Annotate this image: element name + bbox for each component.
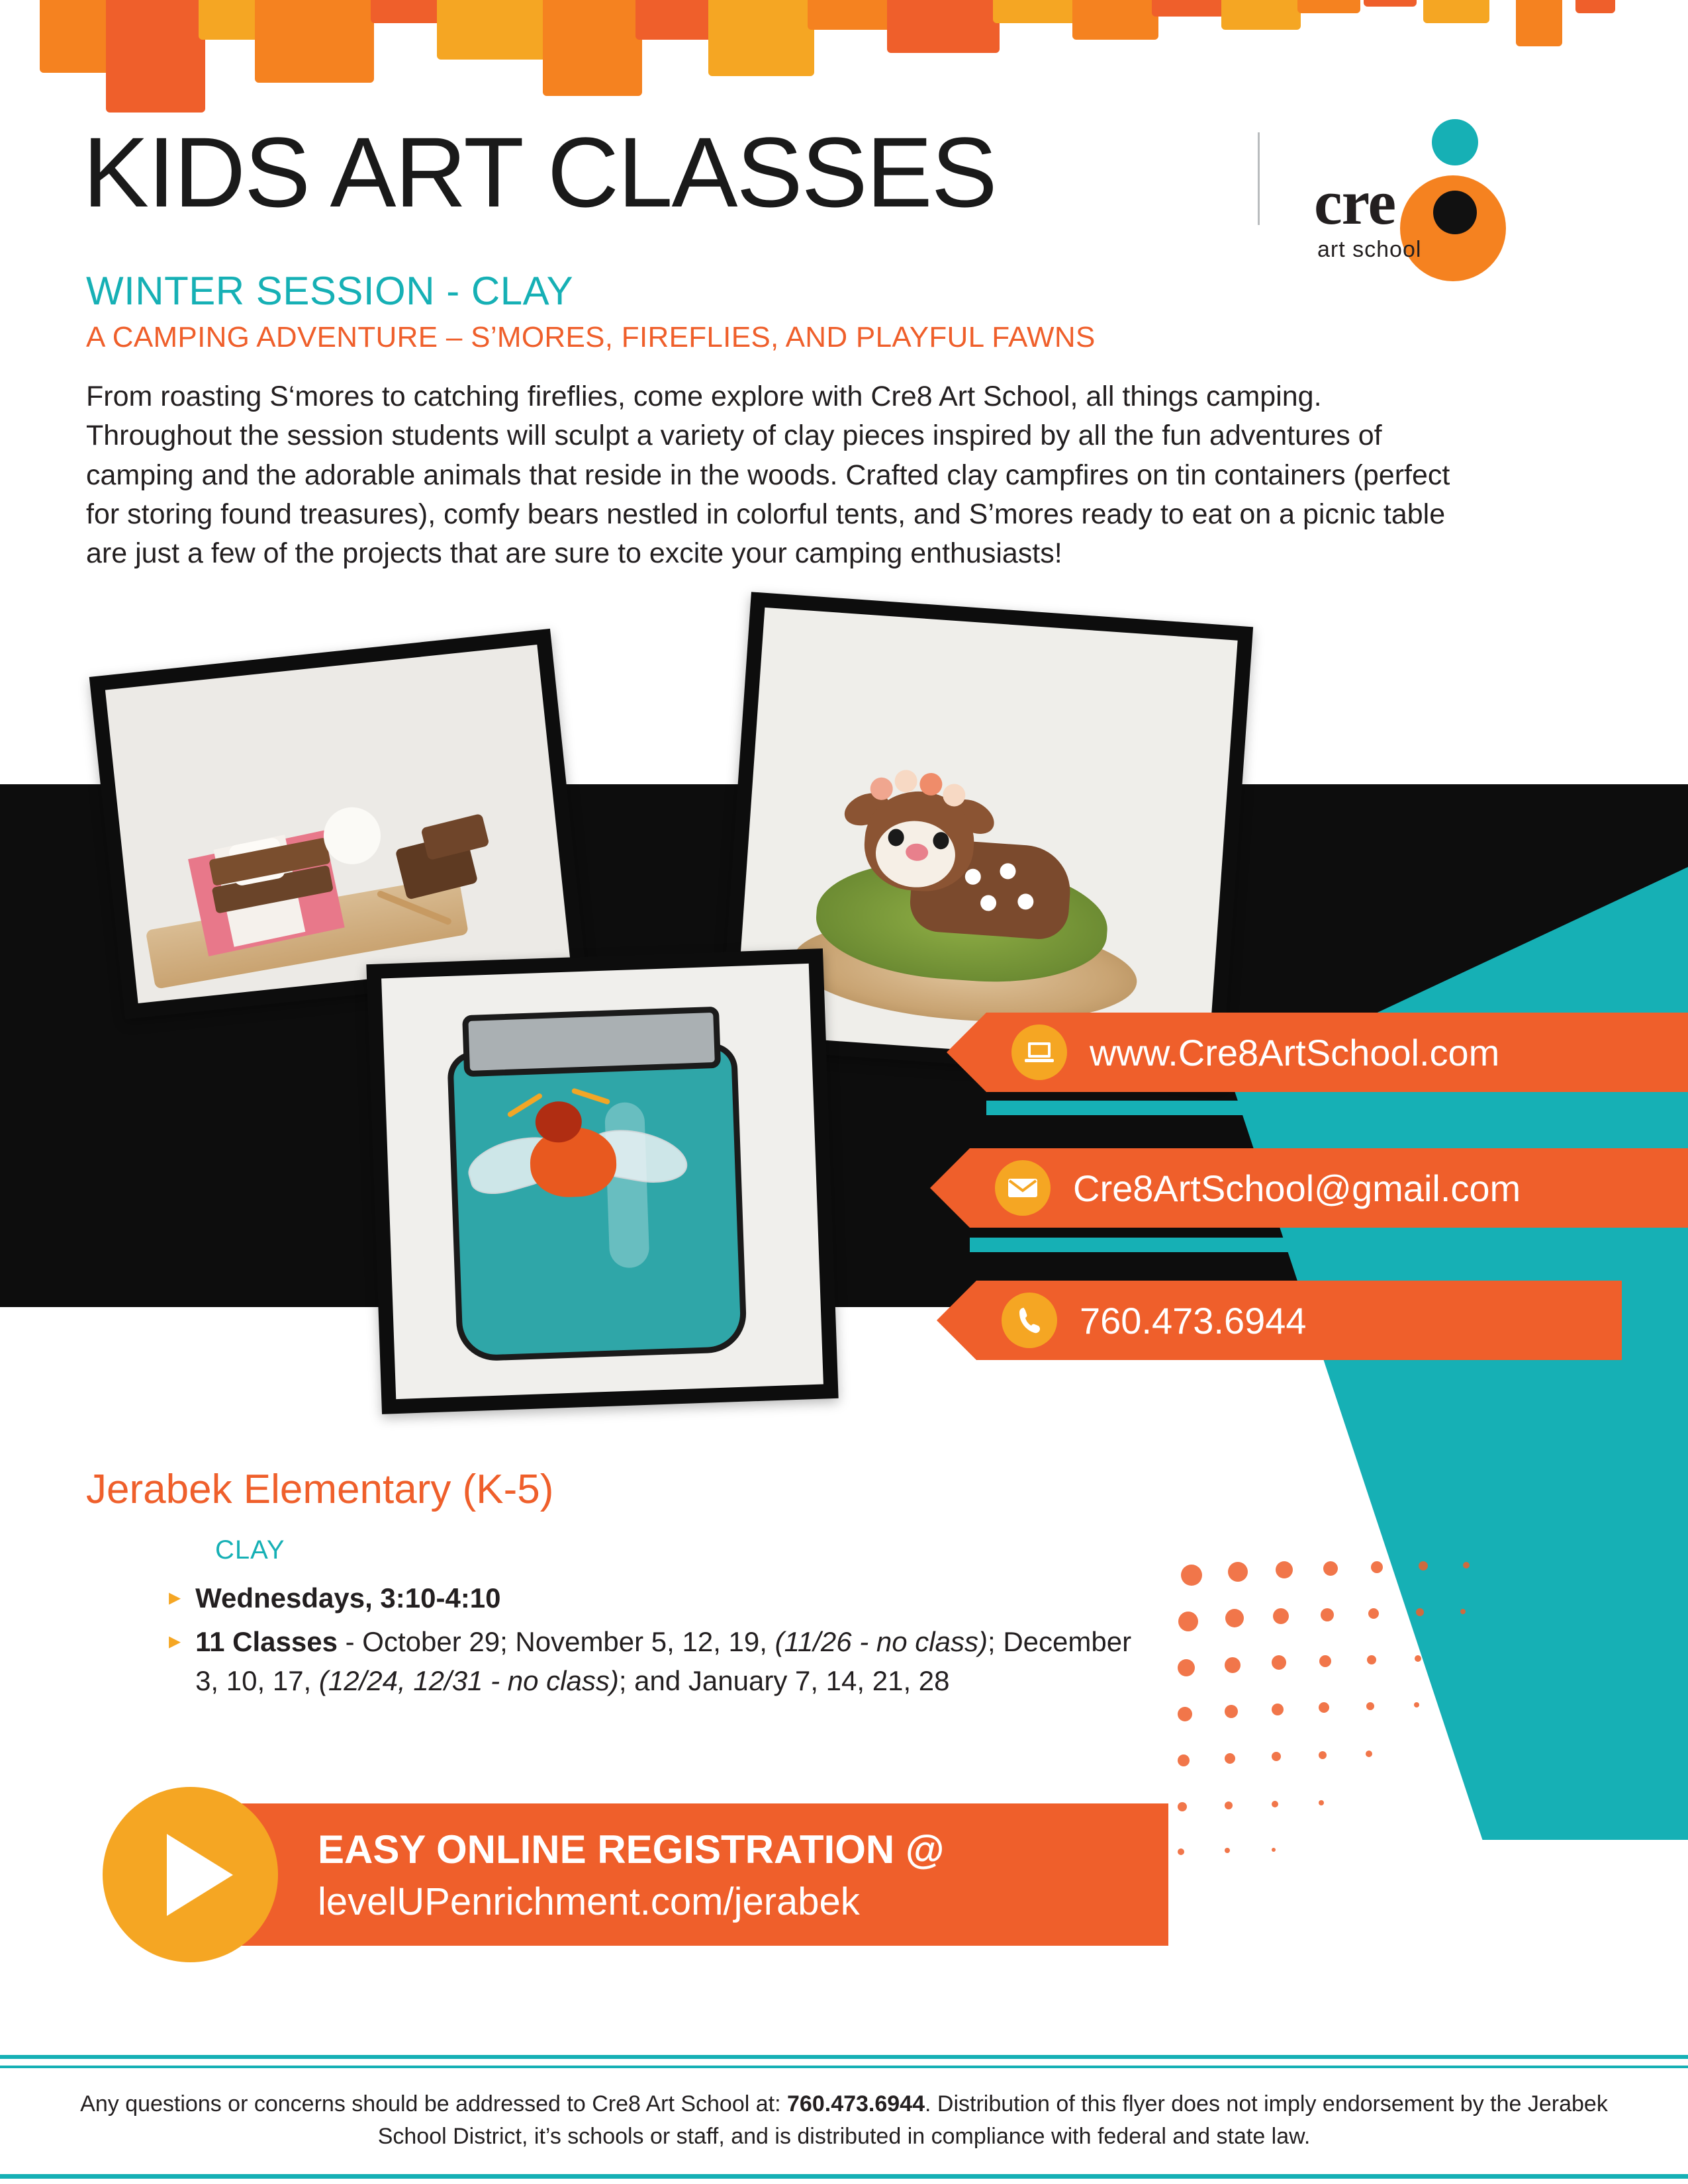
envelope-icon	[995, 1160, 1051, 1216]
splatter-drip	[708, 0, 814, 76]
cre8-art-school-logo	[1314, 113, 1486, 265]
phone-ribbon[interactable]	[976, 1281, 1622, 1360]
firefly-jar-photo	[366, 948, 838, 1414]
school-name: Jerabek Elementary (K-5)	[86, 1467, 554, 1512]
splatter-drip	[1364, 0, 1417, 7]
splatter-drip	[1575, 0, 1615, 13]
dates-part-3: ; and January 7, 14, 21, 28	[618, 1665, 950, 1697]
splatter-drip	[1423, 0, 1489, 23]
footer-divider-second	[0, 2066, 1688, 2068]
page-title: KIDS ART CLASSES	[83, 116, 996, 228]
header-divider	[1258, 132, 1260, 225]
splatter-drip	[1516, 0, 1562, 46]
schedule-dates-text	[195, 1622, 1162, 1701]
splatter-drip	[887, 0, 1000, 53]
footer-text-part1: Any questions or concerns should be addressed to Cre8 Art School at:	[80, 2091, 788, 2116]
dates-part-1: - October 29; November 5, 12, 19,	[337, 1625, 775, 1657]
schedule-row-dates	[169, 1622, 1162, 1701]
footer-phone: 760.473.6944	[787, 2091, 925, 2116]
dates-part-2: ; December 3, 10, 17,	[195, 1625, 1132, 1697]
laptop-icon	[1011, 1024, 1067, 1080]
logo-subtext: art school	[1317, 237, 1422, 262]
ribbon-notch	[947, 1013, 986, 1092]
splatter-drip	[1297, 0, 1360, 13]
footer-divider-bottom	[0, 2174, 1688, 2179]
jar-lid-shape	[462, 1007, 721, 1077]
phone-text: 760.473.6944	[1080, 1299, 1307, 1342]
splatter-drip	[255, 0, 374, 83]
splatter-drip	[635, 0, 715, 40]
splatter-drip	[106, 0, 205, 113]
ribbon-notch	[937, 1281, 976, 1360]
footer-disclaimer	[46, 2088, 1642, 2154]
splatter-drip	[1221, 0, 1301, 30]
session-description: From roasting S‘mores to catching fireflies, come explore with Cre8 Art School, all things camping. Throughout the session students will sculpt a variety of clay pieces inspired by all the fun adventures of camping and the adorable animals that reside in the woods. Crafted clay campfires on tin containers (perfect for storing found treasures), comfy bears nestled in colorful tents, and S’mores ready to eat on a picnic table are just a few of the projects that are sure to excite your camping enthusiasts!	[86, 381, 1450, 570]
play-triangle	[167, 1834, 233, 1916]
class-type-label: CLAY	[215, 1535, 285, 1565]
no-class-note-2: (12/24, 12/31 - no class)	[318, 1665, 619, 1697]
ribbon-notch	[930, 1148, 970, 1228]
splatter-drip	[993, 0, 1086, 23]
logo-teal-circle	[1432, 119, 1478, 165]
smores-photo-image	[105, 645, 570, 1003]
flower-crown-petal	[894, 769, 917, 793]
phone-icon	[1002, 1293, 1057, 1348]
schedule-row-day	[169, 1578, 1162, 1618]
firefly-jar-photo-image	[381, 964, 823, 1399]
schedule-day-text: Wednesdays, 3:10-4:10	[195, 1582, 501, 1614]
splatter-drip	[1152, 0, 1225, 17]
splatter-drip	[543, 0, 642, 96]
schedule-list	[169, 1578, 1162, 1705]
footer-divider-top	[0, 2055, 1688, 2059]
website-text: www.Cre8ArtSchool.com	[1090, 1031, 1500, 1073]
play-icon[interactable]	[103, 1787, 278, 1962]
splatter-drip	[808, 0, 894, 30]
email-ribbon[interactable]	[970, 1148, 1688, 1228]
halftone-dots	[1165, 1549, 1536, 1919]
ribbon-teal-accent	[986, 1101, 1688, 1115]
session-subtitle: WINTER SESSION - CLAY	[86, 269, 574, 313]
bullet-arrow-icon: ▸	[169, 1626, 181, 1654]
bullet-arrow-icon: ▸	[169, 1583, 181, 1610]
mason-jar-shape	[447, 1042, 747, 1362]
registration-url[interactable]: levelUPenrichment.com/jerabek	[318, 1880, 860, 1923]
jar-highlight	[604, 1102, 650, 1269]
no-class-note-1: (11/26 - no class)	[774, 1625, 988, 1657]
email-text: Cre8ArtSchool@gmail.com	[1073, 1167, 1521, 1209]
chocolate-shape-2	[420, 813, 489, 860]
website-ribbon[interactable]	[986, 1013, 1688, 1092]
registration-headline: EASY ONLINE REGISTRATION @	[318, 1827, 945, 1872]
footer-text-part2: . Distribution of this flyer does not imply endorsement by the Jerabek School District, it’s schools or staff, and is distributed in compliance with federal and state law.	[377, 2091, 1608, 2150]
ribbon-teal-accent	[970, 1238, 1688, 1252]
class-count: 11 Classes	[195, 1625, 338, 1657]
marshmallow-pop-shape	[321, 805, 384, 868]
logo-black-dot	[1433, 191, 1477, 234]
splatter-drip	[1072, 0, 1158, 40]
registration-bar[interactable]	[192, 1803, 1168, 1946]
splatter-drip	[437, 0, 549, 60]
session-theme: A CAMPING ADVENTURE – S’MORES, FIREFLIES, AND PLAYFUL FAWNS	[86, 321, 1096, 353]
logo-wordmark: cre	[1314, 167, 1396, 238]
